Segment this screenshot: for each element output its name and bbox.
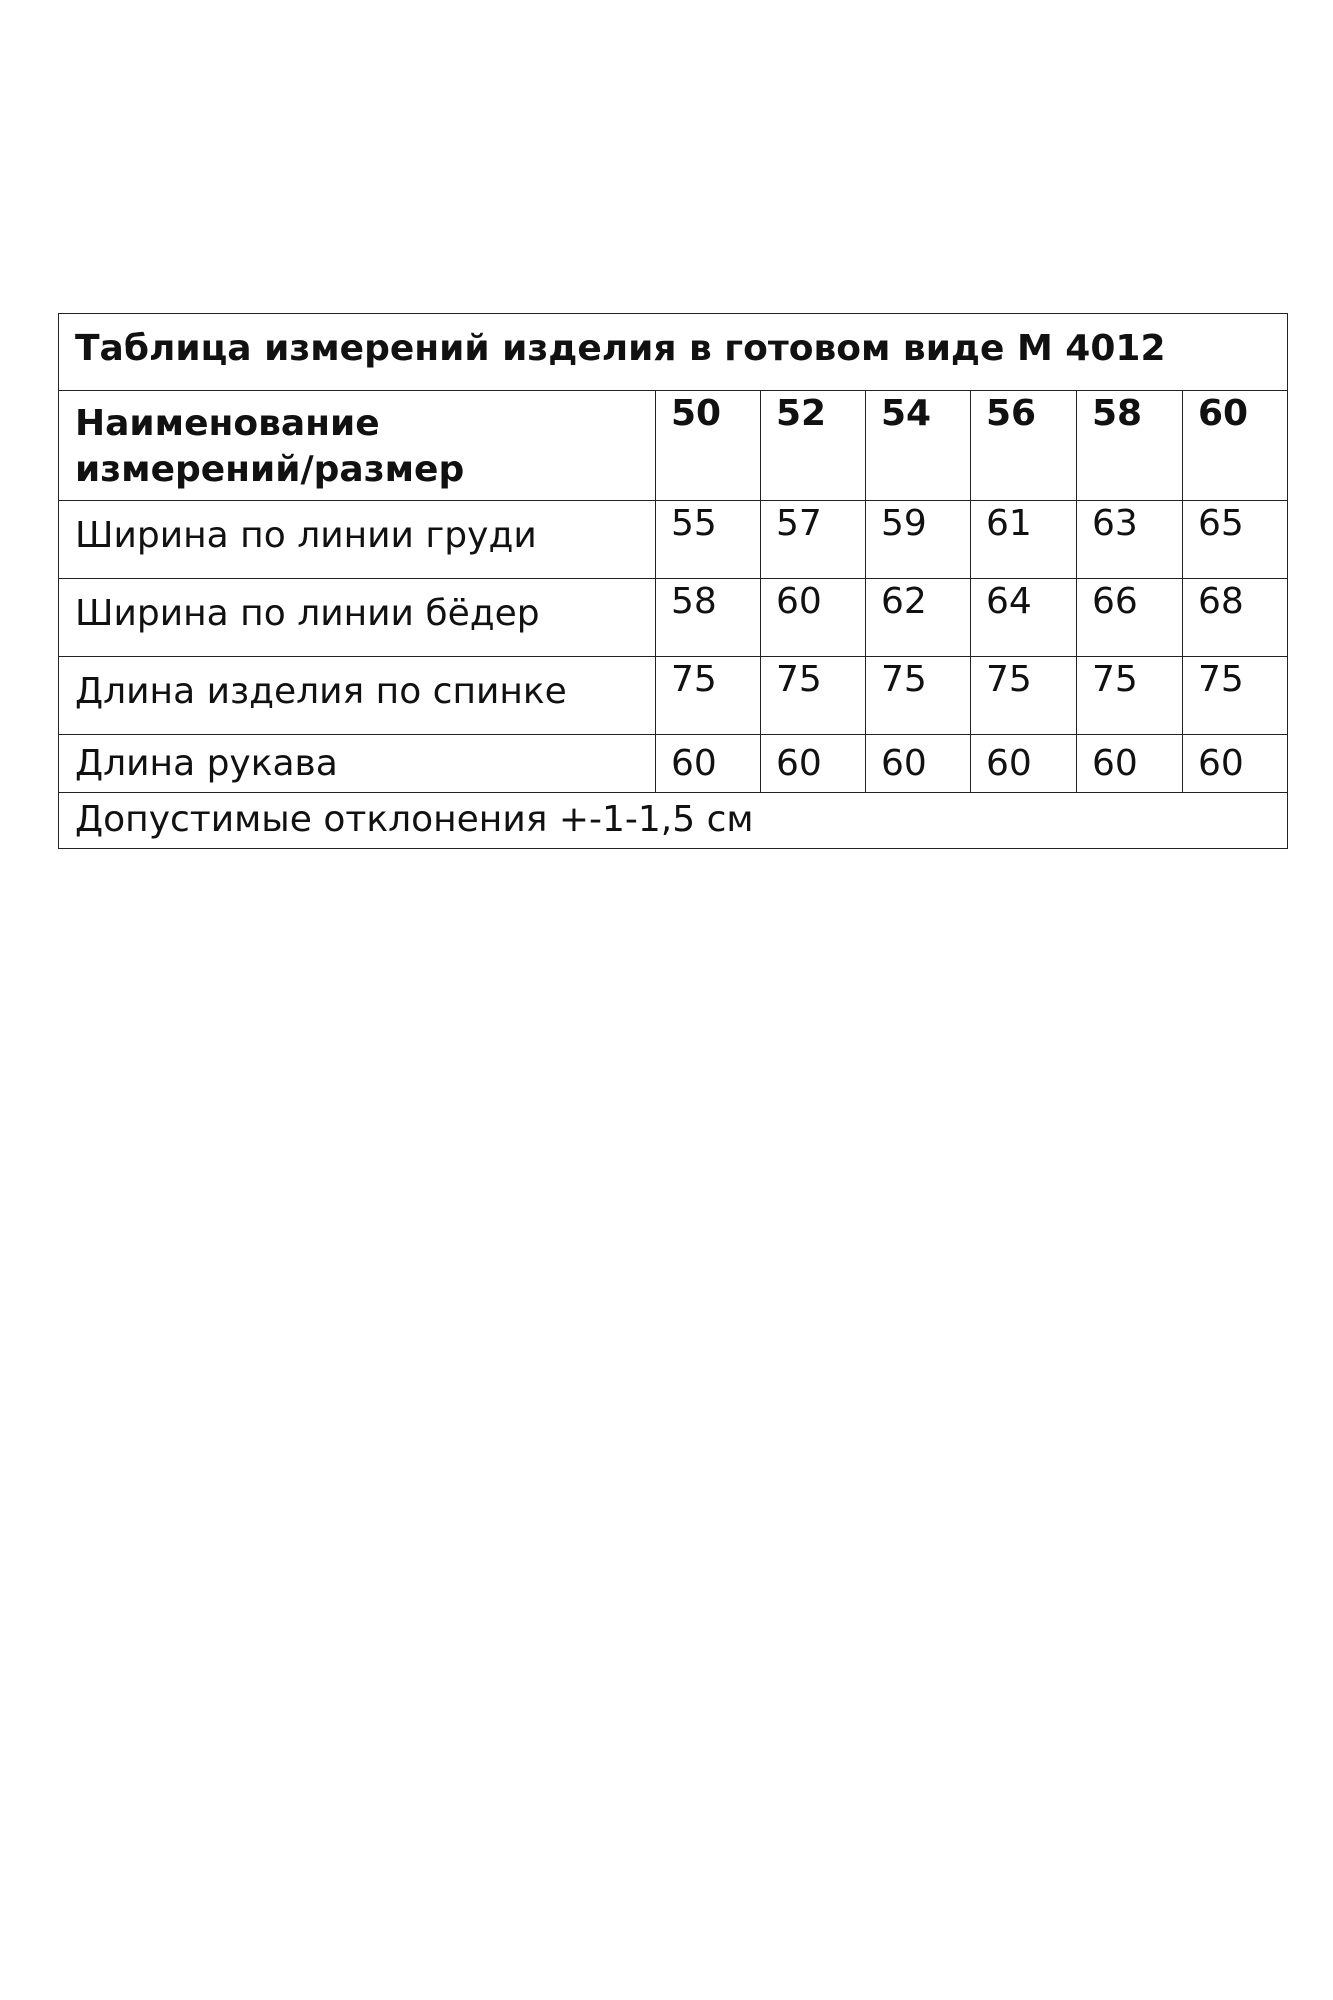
table-cell: 60 xyxy=(1077,735,1183,793)
table-cell: 60 xyxy=(761,579,866,657)
header-label-line1: Наименование xyxy=(75,403,380,444)
table-cell: 64 xyxy=(971,579,1077,657)
table-row xyxy=(59,579,1288,657)
table-cell: 61 xyxy=(971,501,1077,579)
row-label: Ширина по линии бёдер xyxy=(59,579,656,657)
size-header-cell: 50 xyxy=(656,391,761,501)
table-cell: 60 xyxy=(761,735,866,793)
table-row xyxy=(59,657,1288,735)
table-cell: 66 xyxy=(1077,579,1183,657)
table-cell: 60 xyxy=(866,735,971,793)
size-header-cell: 54 xyxy=(866,391,971,501)
table-cell: 75 xyxy=(656,657,761,735)
row-label: Длина рукава xyxy=(59,735,656,793)
header-label-line2: измерений/размер xyxy=(75,449,465,490)
table-cell: 62 xyxy=(866,579,971,657)
table-row xyxy=(59,735,1288,793)
measurement-table xyxy=(58,313,1288,849)
header-label xyxy=(59,391,656,501)
row-label: Ширина по линии груди xyxy=(59,501,656,579)
table-cell: 75 xyxy=(866,657,971,735)
size-header-cell: 60 xyxy=(1183,391,1288,501)
table-cell: 75 xyxy=(1183,657,1288,735)
table-note-row xyxy=(59,793,1288,849)
table-cell: 55 xyxy=(656,501,761,579)
table-header-row xyxy=(59,391,1288,501)
table-cell: 68 xyxy=(1183,579,1288,657)
table-cell: 58 xyxy=(656,579,761,657)
table-cell: 75 xyxy=(971,657,1077,735)
table-cell: 60 xyxy=(1183,735,1288,793)
table-cell: 60 xyxy=(656,735,761,793)
table-cell: 57 xyxy=(761,501,866,579)
row-label: Длина изделия по спинке xyxy=(59,657,656,735)
table-cell: 75 xyxy=(1077,657,1183,735)
size-header-cell: 56 xyxy=(971,391,1077,501)
table-row xyxy=(59,501,1288,579)
table-cell: 59 xyxy=(866,501,971,579)
table-cell: 75 xyxy=(761,657,866,735)
tolerance-note: Допустимые отклонения +-1-1,5 см xyxy=(59,793,1288,849)
size-header-cell: 58 xyxy=(1077,391,1183,501)
size-header-cell: 52 xyxy=(761,391,866,501)
table-title: Таблица измерений изделия в готовом виде М 4012 xyxy=(59,314,1288,391)
table-cell: 60 xyxy=(971,735,1077,793)
table-title-row xyxy=(59,314,1288,391)
table-cell: 65 xyxy=(1183,501,1288,579)
table-cell: 63 xyxy=(1077,501,1183,579)
